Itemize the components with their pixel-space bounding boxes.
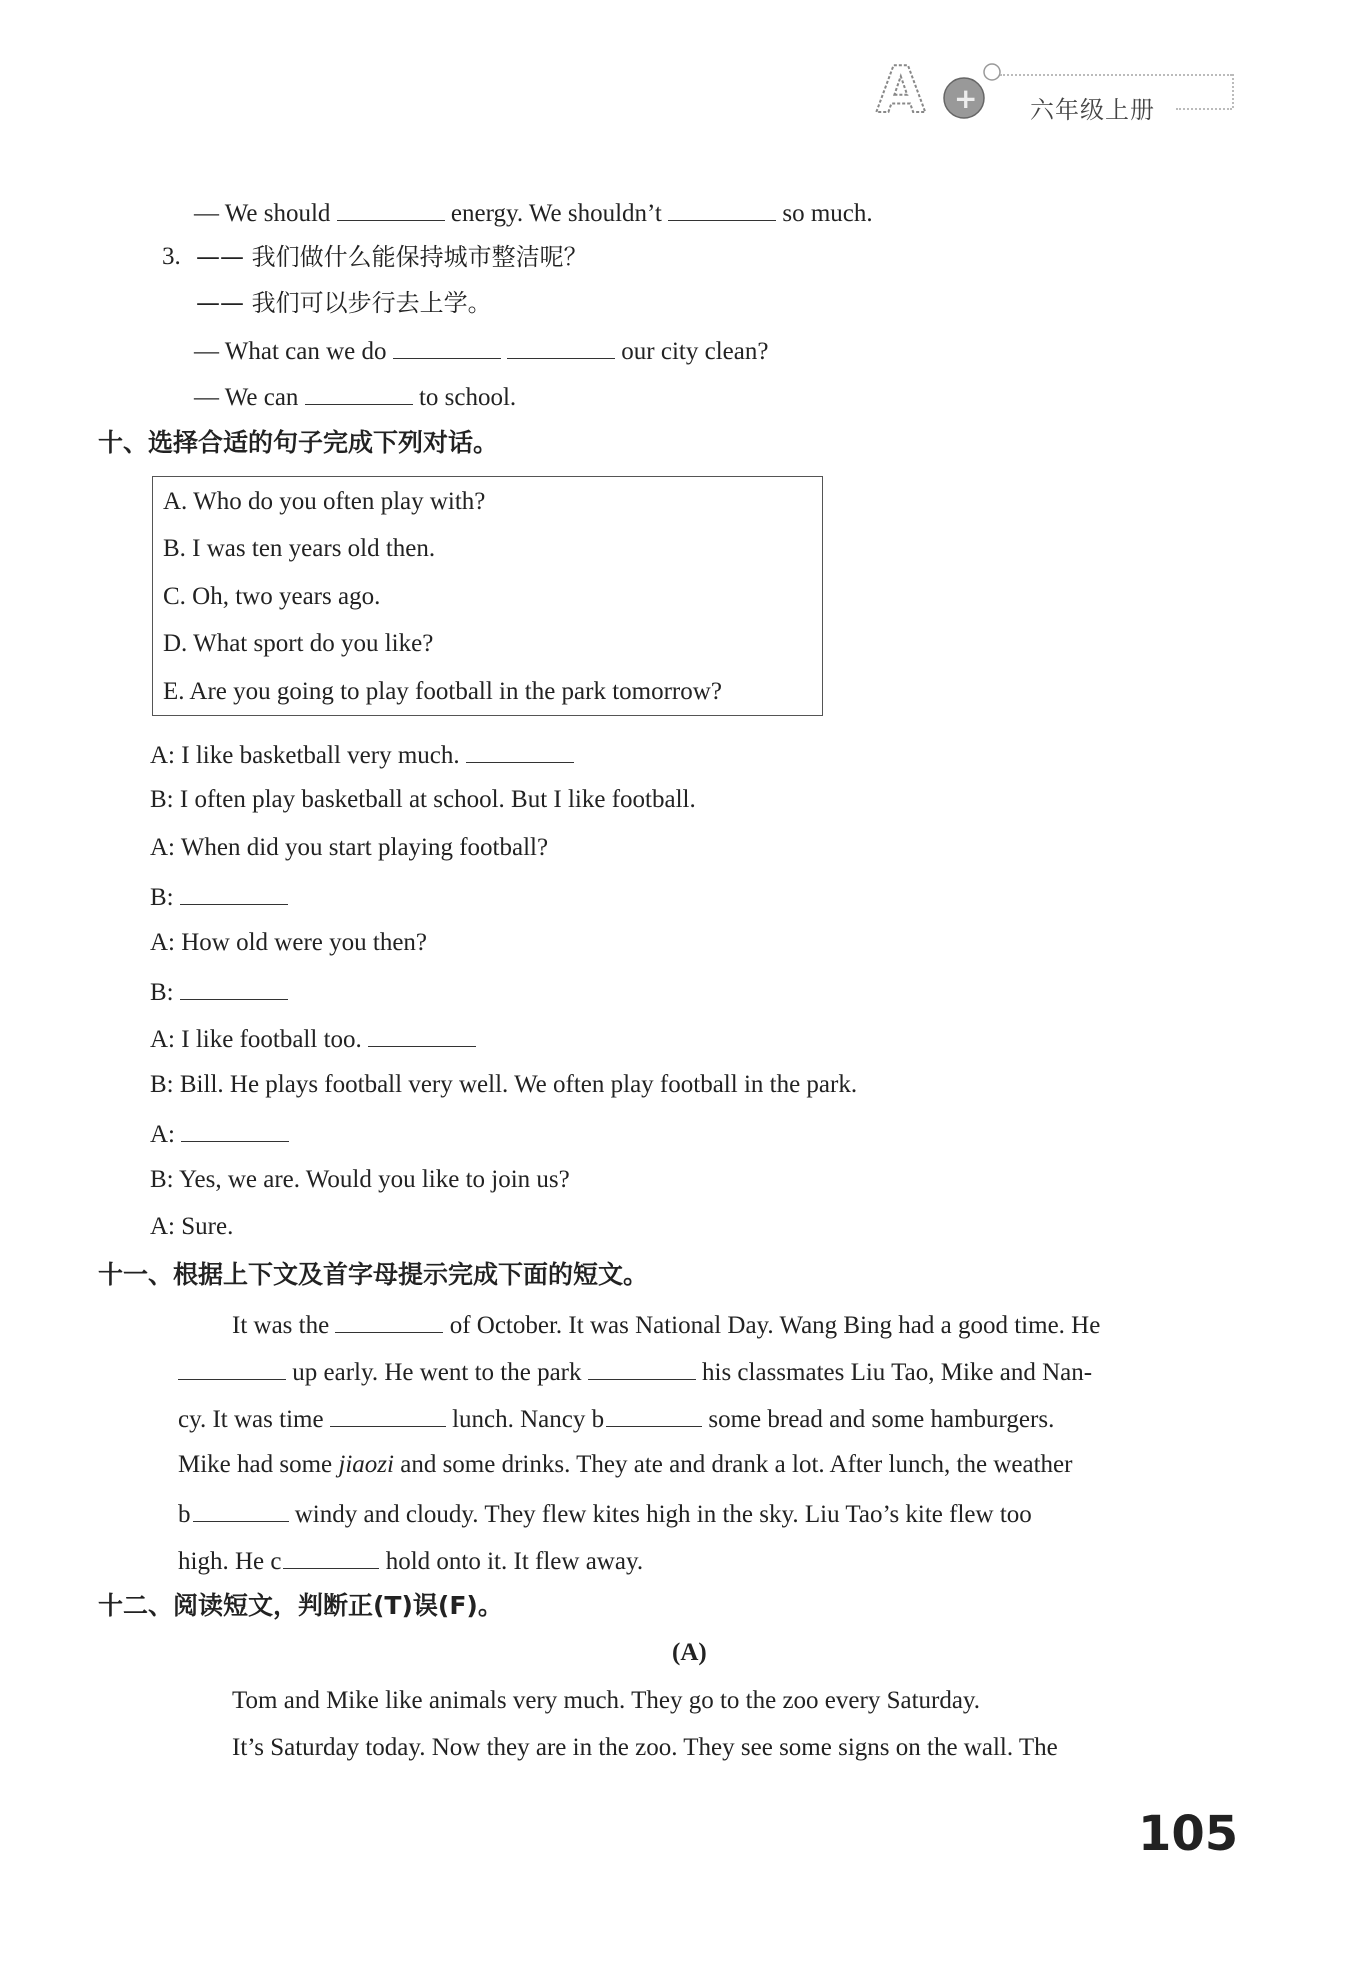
- dialog-line: B:: [150, 880, 288, 913]
- passage-line: Tom and Mike like animals very much. They go to the zoo every Saturday.: [232, 1687, 981, 1714]
- dialog-line: A:: [150, 1117, 289, 1150]
- question-number: 3.: [162, 243, 181, 270]
- answer-blank[interactable]: [337, 196, 445, 221]
- a-plus-logo-icon: [872, 50, 1012, 130]
- dialog-line: B:: [150, 975, 288, 1008]
- answer-blank[interactable]: [180, 880, 288, 905]
- exercise-line: — We should energy. We shouldn’t so much.: [194, 196, 873, 229]
- section-heading: 十二、阅读短文，判断正(T)误(F)。: [98, 1591, 503, 1620]
- passage-line: It was the of October. It was National Day. Wang Bing had a good time. He: [232, 1308, 1100, 1341]
- exercise-line: — We can to school.: [194, 380, 516, 413]
- dialog-line: B: Bill. He plays football very well. We often play football in the park.: [150, 1071, 858, 1098]
- answer-blank[interactable]: [507, 334, 615, 359]
- answer-blank[interactable]: [181, 1117, 289, 1142]
- option-a: A. Who do you often play with?: [163, 488, 486, 515]
- answer-blank[interactable]: [180, 975, 288, 1000]
- passage-line: cy. It was time lunch. Nancy b some bread and some hamburgers.: [178, 1402, 1054, 1435]
- header-rule: [1176, 108, 1232, 110]
- answer-blank[interactable]: [178, 1355, 286, 1380]
- header-rule: [1000, 74, 1232, 76]
- answer-blank[interactable]: [193, 1497, 289, 1522]
- dialog-line: A: I like basketball very much.: [150, 738, 574, 771]
- answer-blank[interactable]: [393, 334, 501, 359]
- passage-line: high. He c hold onto it. It flew away.: [178, 1544, 643, 1577]
- svg-text:A: A: [876, 54, 926, 128]
- answer-blank[interactable]: [466, 738, 574, 763]
- exercise-line: — What can we do our city clean?: [194, 334, 768, 367]
- dialog-line: A: Sure.: [150, 1213, 234, 1240]
- answer-blank[interactable]: [606, 1402, 702, 1427]
- chinese-prompt: —— 我们做什么能保持城市整洁呢？: [196, 243, 588, 271]
- page-number: 105: [1138, 1806, 1239, 1862]
- passage-line: Mike had some jiaozi and some drinks. They ate and drank a lot. After lunch, the weather: [178, 1451, 1073, 1478]
- passage-line: up early. He went to the park his classmates Liu Tao, Mike and Nan-: [178, 1355, 1092, 1388]
- answer-blank[interactable]: [305, 380, 413, 405]
- passage-line: It’s Saturday today. Now they are in the zoo. They see some signs on the wall. The: [232, 1734, 1058, 1761]
- dialog-line: A: How old were you then?: [150, 929, 428, 956]
- dialog-line: B: I often play basketball at school. But I like football.: [150, 786, 696, 813]
- svg-text:+: +: [954, 82, 978, 115]
- answer-blank[interactable]: [588, 1355, 696, 1380]
- option-c: C. Oh, two years ago.: [163, 583, 381, 610]
- header-rule: [1232, 74, 1234, 108]
- option-e: E. Are you going to play football in the park tomorrow?: [163, 678, 722, 705]
- chinese-prompt: —— 我们可以步行去上学。: [196, 289, 492, 317]
- answer-blank[interactable]: [330, 1402, 446, 1427]
- grade-title: 六年级上册: [1030, 96, 1155, 124]
- answer-blank[interactable]: [668, 196, 776, 221]
- option-d: D. What sport do you like?: [163, 630, 434, 657]
- option-b: B. I was ten years old then.: [163, 535, 436, 562]
- section-heading: 十一、根据上下文及首字母提示完成下面的短文。: [98, 1260, 649, 1289]
- passage-label: (A): [672, 1639, 707, 1666]
- section-heading: 十、选择合适的句子完成下列对话。: [98, 428, 499, 457]
- options-box: [152, 476, 823, 716]
- answer-blank[interactable]: [368, 1022, 476, 1047]
- dialog-line: B: Yes, we are. Would you like to join us?: [150, 1166, 570, 1193]
- dialog-line: A: I like football too.: [150, 1022, 476, 1055]
- answer-blank[interactable]: [335, 1308, 443, 1333]
- answer-blank[interactable]: [283, 1544, 379, 1569]
- dialog-line: A: When did you start playing football?: [150, 834, 549, 861]
- passage-line: b windy and cloudy. They flew kites high in the sky. Liu Tao’s kite flew too: [178, 1497, 1032, 1530]
